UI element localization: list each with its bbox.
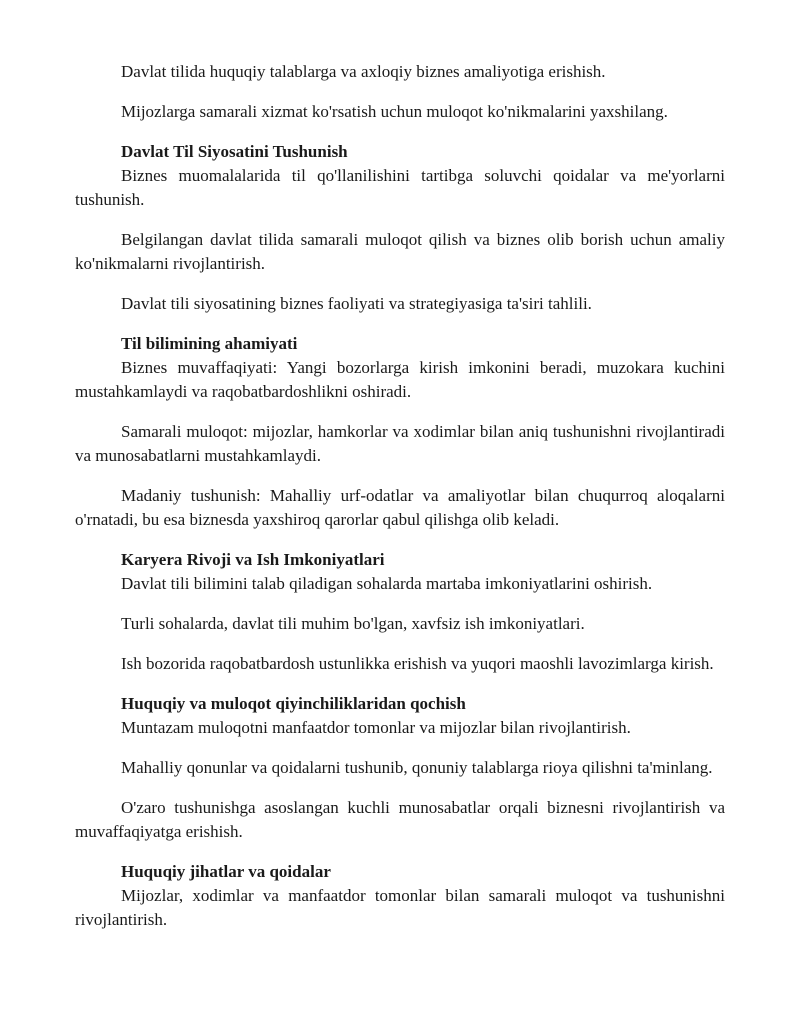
section-heading: Til bilimining ahamiyati: [121, 334, 298, 353]
section-til-bilimi: [75, 332, 725, 532]
section-paragraph: Biznes muomalalarida til qo'llanilishini tartibga soluvchi qoidalar va me'yorlarni tushunish.: [75, 166, 725, 209]
section-paragraph: O'zaro tushunishga asoslangan kuchli munosabatlar orqali biznesni rivojlantirish va muvaffaqiyatga erishish.: [75, 798, 725, 841]
section-paragraph: Mahalliy qonunlar va qoidalarni tushunib, qonuniy talablarga rioya qilishni ta'minlang.: [121, 758, 713, 777]
section-paragraph: Biznes muvaffaqiyati: Yangi bozorlarga kirish imkonini beradi, muzokara kuchini mustahkamlaydi va raqobatbardoshlikni oshiradi.: [75, 358, 725, 401]
section-paragraph: Madaniy tushunish: Mahalliy urf-odatlar va amaliyotlar bilan chuqurroq aloqalarni o'rnatadi, bu esa biznesda yaxshiroq qarorlar qabul qilishga olib keladi.: [75, 486, 725, 529]
section-heading: Huquqiy va muloqot qiyinchiliklaridan qochish: [121, 694, 466, 713]
section-paragraph: Belgilangan davlat tilida samarali muloqot qilish va biznes olib borish uchun amaliy ko'nikmalarni rivojlantirish.: [75, 230, 725, 273]
section-paragraph: Davlat tili bilimini talab qiladigan sohalarda martaba imkoniyatlarini oshirish.: [121, 574, 653, 593]
section-paragraph: Turli sohalarda, davlat tili muhim bo'lgan, xavfsiz ish imkoniyatlari.: [121, 614, 585, 633]
section-karyera: [75, 548, 725, 676]
section-davlat-til-siyosati: [75, 140, 725, 316]
section-heading: Karyera Rivoji va Ish Imkoniyatlari: [121, 550, 385, 569]
section-heading: Davlat Til Siyosatini Tushunish: [121, 142, 348, 161]
section-paragraph: Muntazam muloqotni manfaatdor tomonlar va mijozlar bilan rivojlantirish.: [121, 718, 631, 737]
section-heading: Huquqiy jihatlar va qoidalar: [121, 862, 331, 881]
section-huquqiy-muloqot: [75, 692, 725, 844]
section-paragraph: Ish bozorida raqobatbardosh ustunlikka erishish va yuqori maoshli lavozimlarga kirish.: [121, 654, 714, 673]
section-paragraph: Samarali muloqot: mijozlar, hamkorlar va xodimlar bilan aniq tushunishni rivojlantiradi va munosabatlarni mustahkamlaydi.: [75, 422, 725, 465]
intro-paragraph-2: Mijozlarga samarali xizmat ko'rsatish uchun muloqot ko'nikmalarini yaxshilang.: [121, 102, 668, 121]
section-paragraph: Mijozlar, xodimlar va manfaatdor tomonlar bilan samarali muloqot va tushunishni rivojlantirish.: [75, 886, 725, 929]
intro-paragraph-1: Davlat tilida huquqiy talablarga va axloqiy biznes amaliyotiga erishish.: [121, 62, 606, 81]
section-huquqiy-jihatlar: [75, 860, 725, 932]
section-paragraph: Davlat tili siyosatining biznes faoliyati va strategiyasiga ta'siri tahlili.: [121, 294, 592, 313]
